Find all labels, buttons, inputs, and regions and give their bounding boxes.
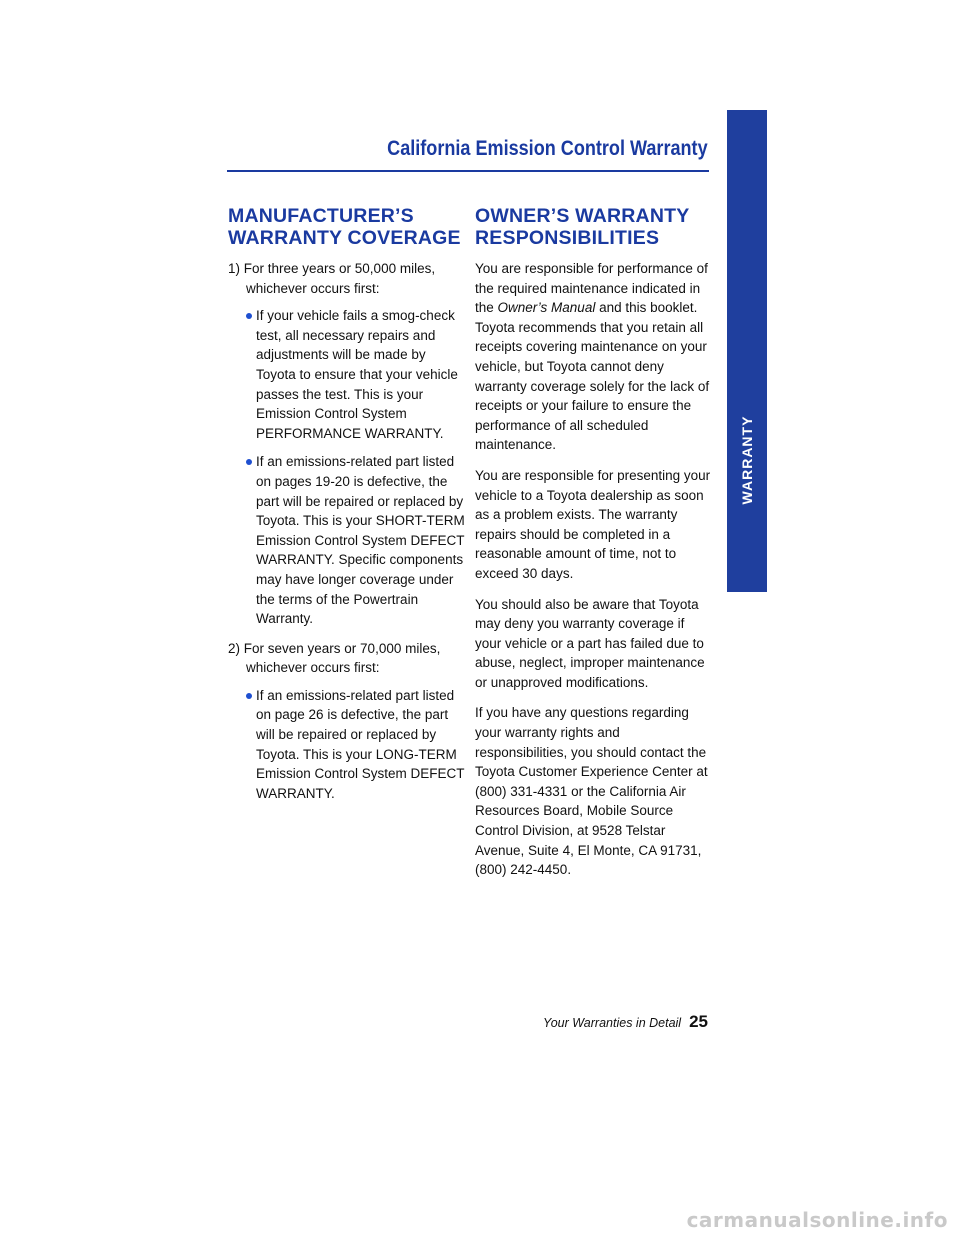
paragraph-text: and this booklet. Toyota recommends that you retain all receipts covering maintenance on your vehicle, but Toyota cannot deny warranty coverage solely for the lack of receipts or your failure to ensure the performance of all scheduled maintenance.	[475, 300, 710, 453]
page-number: 25	[689, 1012, 708, 1031]
paragraph: If you have any questions regarding your warranty rights and responsibilities, you should contact the Toyota Customer Experience Center at (800) 331-4331 or the California Air Resources Board, Mobile Source Control Division, at 9528 Telstar Avenue, Suite 4, El Monte, CA 91731, (800) 242-4450.	[475, 705, 708, 878]
paragraph-text: You are responsible for performance of the required maintenance indicated in the	[475, 261, 708, 316]
bullet-text: If your vehicle fails a smog-check test, all necessary repairs and adjustments will be made by Toyota to ensure that your vehicle passes the test. This is your Emission Control System PERFORMANCE WARRANTY.	[256, 308, 458, 441]
heading-line: RESPONSIBILITIES	[475, 227, 660, 249]
page-footer	[543, 1012, 708, 1032]
numbered-item: 1) For three years or 50,000 miles, whichever occurs first:	[228, 261, 436, 296]
paragraph	[475, 259, 713, 455]
footer-text: Your Warranties in Detail	[543, 1016, 682, 1030]
page-title: California Emission Control Warranty	[387, 137, 708, 160]
heading-line: OWNER’S WARRANTY	[475, 205, 690, 227]
heading-line: WARRANTY COVERAGE	[228, 227, 461, 249]
side-tab-label: WARRANTY	[739, 415, 755, 505]
bullet-item	[228, 452, 466, 628]
left-column	[228, 205, 466, 803]
bullet-icon	[246, 693, 252, 699]
numbered-item: 2) For seven years or 70,000 miles, whichever occurs first:	[228, 640, 441, 676]
watermark: carmanualsonline.info	[686, 1208, 948, 1232]
title-divider	[227, 170, 709, 172]
owner-responsibilities-heading	[475, 205, 713, 249]
manufacturer-warranty-heading	[228, 205, 466, 249]
heading-line: MANUFACTURER’S	[228, 205, 414, 227]
paragraph: You should also be aware that Toyota may deny you warranty coverage if your vehicle or a part has failed due to abuse, neglect, improper maintenance or unapproved modifications.	[475, 596, 705, 690]
owners-manual-reference: Owner’s Manual	[497, 300, 596, 316]
side-tab	[727, 110, 767, 592]
bullet-icon	[246, 459, 252, 465]
right-column	[475, 205, 713, 891]
paragraph: You are responsible for presenting your vehicle to a Toyota dealership as soon as a problem exists. The warranty repairs should be completed in a reasonable amount of time, not to exceed 30 days.	[475, 467, 711, 581]
bullet-item	[228, 686, 466, 804]
bullet-icon	[246, 313, 252, 319]
bullet-text: If an emissions-related part listed on page 26 is defective, the part will be repaired or replaced by Toyota. This is your LONG-TERM Emission Control System DEFECT WARRANTY.	[256, 687, 465, 801]
bullet-item	[228, 306, 466, 443]
bullet-text: If an emissions-related part listed on pages 19-20 is defective, the part will be repaired or replaced by Toyota. This is your SHORT-TERM Emission Control System DEFECT WARRANTY. Specific components may have longer coverage under the terms of the Powertrain Warranty.	[256, 454, 465, 627]
